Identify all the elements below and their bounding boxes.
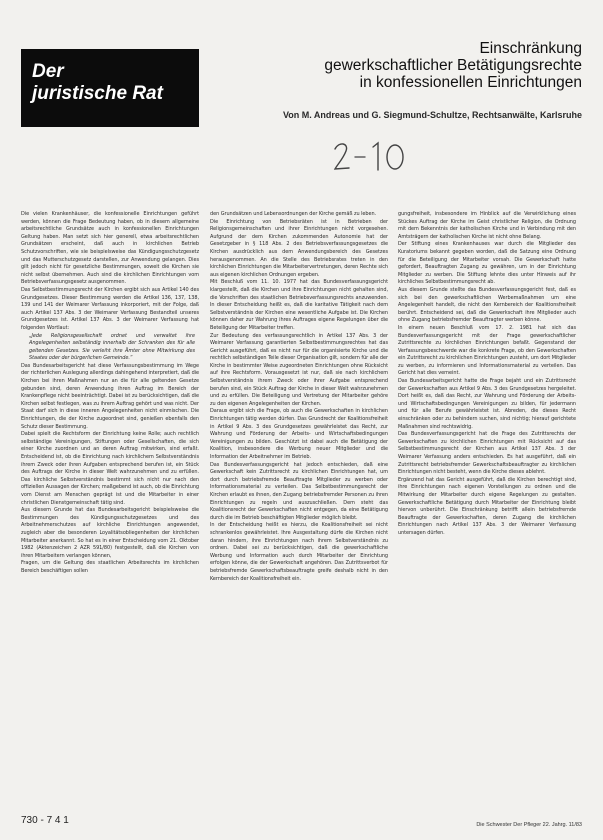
paragraph: Daraus ergibt sich die Frage, ob auch die Gewerkschaften in kirchlichen Einrichtungen tätig werden dürfen. Das Grundrecht der Koalitionsfreiheit in Artikel 9 Abs. 3 des Grundgesetzes gewährleistet das Recht, zur Wahrung und Förderung der Arbeits- und Wirtschaftsbedingungen Vereinigungen zu bilden. Geschützt ist dabei auch die Betätigung der Koalition, insbesondere die Werbung neuer Mitglieder und die Information der Arbeitnehmer im Betrieb. <box>210 408 388 460</box>
rubric-line-2: juristische Rat <box>32 83 163 104</box>
quoted-paragraph: „Jede Religionsgesellschaft ordnet und verwaltet ihre Angelegenheiten selbständig innerhalb der Schranken des für alle geltenden Gesetzes. Sie verleiht ihre Ämter ohne Mitwirkung des Staates oder der bürgerlichen Gemeinde.“ <box>29 332 195 362</box>
paragraph: Der Stiftung eines Krankenhauses war durch die Mitglieder des Kuratoriums bekannt gegeben worden, daß die Satzung eine Ordnung für die Beteiligung der Mitarbeiter vorsah. Die Gewerkschaft hatte gefordert, Beauftragten Zugang zu gewähren, um in der Einrichtung Mitglieder zu werben. Die Stiftung lehnte dies unter Hinweis auf ihr kirchliches Selbstbestimmungsrecht ab. <box>398 241 576 286</box>
paragraph: den Grundsätzen und Lebensordnungen der Kirche gemäß zu leben. <box>210 211 377 217</box>
journal-footer: Die Schwester Der Pfleger 22. Jahrg. 11/83 <box>476 822 582 828</box>
text-column-3 <box>398 211 576 538</box>
column-rubric-box <box>21 49 199 127</box>
paragraph: Das Bundesarbeitsgericht hatte die Frage bejaht und ein Zutrittsrecht der Gewerkschaften aus Artikel 9 Abs. 3 des Grundgesetzes hergeleitet. Dort heißt es, daß das Recht, zur Wahrung und Förderung der Arbeits- und Wirtschaftsbedingungen Vereinigungen zu bilden, für jedermann und für alle Berufe gewährleistet ist. Abreden, die dieses Recht einschränken oder zu behindern suchen, sind nichtig; hierauf gerichtete Maßnahmen sind rechtswidrig. <box>398 378 576 430</box>
paragraph: Das Bundesarbeitsgericht hat diese Verfassungsbestimmung im Wege der richterlichen Auslegung allerdings dahingehend interpretiert, daß die Kirchen bei ihren Maßnahmen nur an die für alle geltenden Gesetze gebunden sind, deren Anwendung ihren Auftrag im Bereich der Krankenpflege nicht beeinträchtigt. Dabei ist zu berücksichtigen, daß die Kirchen selbst festlegen, was zu ihrem Auftrag gehört und was nicht. Der Staat darf sich in diese inneren Angelegenheiten nicht einmischen. Die Einrichtungen, die der Kirche zugeordnet sind, genießen ebenfalls den Schutz dieser Bestimmung. <box>21 362 199 430</box>
page-number-mark: 730 - 7 4 1 <box>21 815 69 826</box>
paragraph: Zur Bedeutung des verfassungsrechtlich in Artikel 137 Abs. 3 der Weimarer Verfassung garantierten Selbstbestimmungsrechtes hat das Gericht ausgeführt, daß es nicht nur für die organisierte Kirche und die rechtlich selbständigen Teile dieser Organisation gilt, sondern für alle der Kirche in bestimmter Weise zugeordneten Einrichtungen ohne Rücksicht auf ihre Rechtsform. Vorausgesetzt ist nur, daß sie nach kirchlichem Selbstverständnis ihrem Zweck oder ihrer Aufgabe entsprechend berufen sind, ein Stück Auftrag der Kirche in dieser Welt wahrzunehmen und zu erfüllen. Die Beteiligung und Vertretung der Mitarbeiter gehöre zu den eigenen Angelegenheiten der Kirchen. <box>210 332 388 407</box>
text-column-1 <box>21 211 199 576</box>
paragraph: Aus diesem Grunde hat das Bundesarbeitsgericht beispielsweise die Bestimmungen des Kündigungsschutzgesetzes und des Arbeitnehmerschutzes auf kirchliche Einrichtungen angewendet, zugleich aber die besonderen Loyalitätsobliegenheiten der kirchlichen Mitarbeiter anerkannt. So hat es in einer Entscheidung vom 21. Oktober 1982 (Aktenzeichen 2 AZR 591/80) festgestellt, daß die Kirchen von ihren Mitarbeitern verlangen können, <box>21 507 199 559</box>
paragraph: Das Bundesverfassungsgericht hat jedoch entschieden, daß eine Gewerkschaft kein Zutrittsrecht zu kirchlichen Einrichtungen hat, um dort durch betriebsfremde Beauftragte Mitglieder zu werben oder Informationsmaterial zu verteilen. Das Selbstbestimmungsrecht der Kirchen erlaubt es ihnen, den Zugang betriebsfremder Personen zu ihren Einrichtungen zu regeln und auszuschließen. Dem steht das Koalitionsrecht der Gewerkschaften nicht entgegen, da eine Betätigung durch die im Betrieb beschäftigten Mitglieder möglich bleibt. <box>210 461 388 521</box>
paragraph: gungsfreiheit, insbesondere im Hinblick auf die Verwirklichung eines Stückes Auftrag der Kirche im Geist christlicher Religion, die Ordnung mit dem Bekenntnis der katholischen Kirche und in Verbindung mit den Amtsträgern der katholischen Kirche ist nicht ohne Belang. <box>398 211 576 240</box>
paragraph: Mit Beschluß vom 11. 10. 1977 hat das Bundesverfassungsgericht klargestellt, daß die Kirchen und ihre Einrichtungen nicht gehalten sind, die Vorschriften des staatlichen Betriebsverfassungsrechts anzuwenden. In dieser Entscheidung heißt es, daß die karitative Tätigkeit nach dem Selbstverständnis der Kirchen eine wesentliche Aufgabe ist. Die Kirchen können daher zur Wahrung ihres Auftrages eigene Regelungen über die Beteiligung der Mitarbeiter treffen. <box>210 279 388 331</box>
paragraph: Das Selbstbestimmungsrecht der Kirchen ergibt sich aus Artikel 140 des Grundgesetzes. Dieser Bestimmung werden die Artikel 136, 137, 138, 139 und 141 der Weimarer Verfassung inkorporiert, mit der Folge, daß auch Artikel 137 Abs. 3 der Weimarer Verfassung Bestandteil unseres Grundgesetzes ist. Artikel 137 Abs. 3 der Weimarer Verfassung hat folgenden Wortlaut: <box>21 286 199 331</box>
paragraph: Die vielen Krankenhäuser, die konfessionelle Einrichtungen geführt werden, können die Frage Bedeutung haben, ob in diesem allgemeine arbeitsrechtliche Grundsätze auch in konfessionellen Einrichtungen Geltung haben. Man setzt sich hier generell, etwa arbeitsrechtlichen Grundsätzen erscheint, daß auch in kirchlichen Betrieb Schutzvorschriften, wie sie beispielsweise das Kündigungsschutzgesetz und das Mutterschutzgesetz darstellen, zur Anwendung gelangen. Dies gilt jedoch nicht für gesetzliche Bestimmungen, soweit die Kirchen sie nicht selbst übernehmen. Auch sind die kirchlichen Einrichtungen vom Betriebsverfassungsgesetz ausgenommen. <box>21 211 199 286</box>
paragraph: Aus diesem Grunde stellte das Bundesverfassungsgericht fest, daß es sich bei den gewerkschaftlichen Werbemaßnahmen um eine Angelegenheit handelt, die nicht den Kernbereich der Koalitionsfreiheit berührt. Entscheidend sei, daß die Gewerkschaft ihre Mitglieder auch ohne Zugang betriebsfremder Beauftragter werben könne. <box>398 286 576 324</box>
title-line-3: in konfessionellen Einrichtungen <box>359 74 582 91</box>
paragraph: Ergänzend hat das Gericht ausgeführt, daß die Kirchen berechtigt sind, ihre Einrichtungen nach eigenen Vorstellungen zu ordnen und die Mitwirkung der Mitarbeiter durch eigene Regelungen zu gestalten. Gewerkschaftliche Betätigung durch Mitarbeiter der Einrichtung bleibt hiervon unberührt. Die Einschränkung betrifft allein betriebsfremde Beauftragte der Gewerkschaften, deren Zugang die kirchlichen Einrichtungen nach Artikel 137 Abs. 3 der Weimarer Verfassung untersagen dürfen. <box>398 476 576 536</box>
paragraph: In der Entscheidung heißt es hierzu, die Koalitionsfreiheit sei nicht schrankenlos gewährleistet. Ihre Ausgestaltung dürfe die Kirchen nicht daran hindern, ihre Einrichtungen nach ihrem Selbstverständnis zu ordnen. Dabei sei zu berücksichtigen, daß die gewerkschaftliche Werbung und Information auch durch Mitarbeiter der Einrichtung erfolgen könne, die der Gewerkschaft angehören. Das Zutrittsverbot für betriebsfremde Gewerkschaftsbeauftragte greife deshalb nicht in den Kernbereich der Koalitionsfreiheit ein. <box>210 522 388 582</box>
title-line-2: gewerkschaftlicher Betätigungsrechte <box>324 57 582 74</box>
paragraph: Fragen, um die Geltung des staatlichen Arbeitsrechts im kirchlichen Bereich beschäftigen sollen <box>21 560 199 574</box>
paragraph: Das Bundesverfassungsgericht hat die Frage des Zutrittsrechts der Gewerkschaften zu kirchlichen Einrichtungen mit Rücksicht auf das Selbstbestimmungsrecht der Kirchen aus Artikel 137 Abs. 3 der Weimarer Verfassung anders entschieden. Es hat ausgeführt, daß ein Zutrittsrecht betriebsfremder Gewerkschaftsbeauftragter zu kirchlichen Einrichtungen nicht besteht, wenn die Kirche dieses ablehnt. <box>398 431 576 476</box>
article-title <box>210 40 582 91</box>
title-line-1: Einschränkung <box>479 40 582 57</box>
paragraph: In einem neuen Beschluß vom 17. 2. 1981 hat sich das Bundesverfassungsgericht mit der Frage gewerkschaftlicher Zutrittsrechte zu kirchlichen Einrichtungen befaßt. Gegenstand der Verfassungsbeschwerde war die konkrete Frage, ob den Gewerkschaften ein Zutrittsrecht zu kirchlichen Einrichtungen zusteht, um dort Mitglieder zu werben, zu informieren und Informationsmaterial zu verteilen. Das Gericht hat dies verneint. <box>398 324 576 377</box>
paragraph: Dabei spielt die Rechtsform der Einrichtung keine Rolle; auch rechtlich selbständige Vereinigungen, Stiftungen oder Gesellschaften, die sich einer Kirche zuordnen und an deren Auftrag mitwirken, sind erfaßt. Entscheidend ist, ob die Einrichtung nach kirchlichem Selbstverständnis ihrem Zweck oder ihren Aufgaben entsprechend berufen ist, ein Stück des Auftrags der Kirche in dieser Welt wahrzunehmen und zu erfüllen. Das kirchliche Selbstverständnis bestimmt sich nicht nur nach den offiziellen Aussagen der Kirchen; maßgebend ist auch, ob die Einrichtung vom Dienst am Menschen geprägt ist und die Mitarbeiter in einer christlichen Dienstgemeinschaft tätig sind. <box>21 431 199 506</box>
rubric-line-1: Der <box>32 61 64 82</box>
author-byline: Von M. Andreas und G. Siegmund-Schultze, Rechtsanwälte, Karlsruhe <box>282 110 582 120</box>
text-column-2 <box>210 211 388 583</box>
handwritten-annotation <box>331 139 411 173</box>
paragraph: Die Einrichtung von Betriebsräten ist in Betrieben der Religionsgemeinschaften und ihrer Einrichtungen nicht vorgesehen. Aufgrund der dem Kirchen zukommenden Autonomie hat der Gesetzgeber in § 118 Abs. 2 des Betriebsverfassungsgesetzes die Kirchen ausdrücklich aus dem Anwendungsbereich des Gesetzes herausgenommen. An die Stelle des Betriebsrates treten in den kirchlichen Einrichtungen die Mitarbeitervertretungen, deren Rechte sich aus eigenen kirchlichen Ordnungen ergeben. <box>210 218 388 278</box>
